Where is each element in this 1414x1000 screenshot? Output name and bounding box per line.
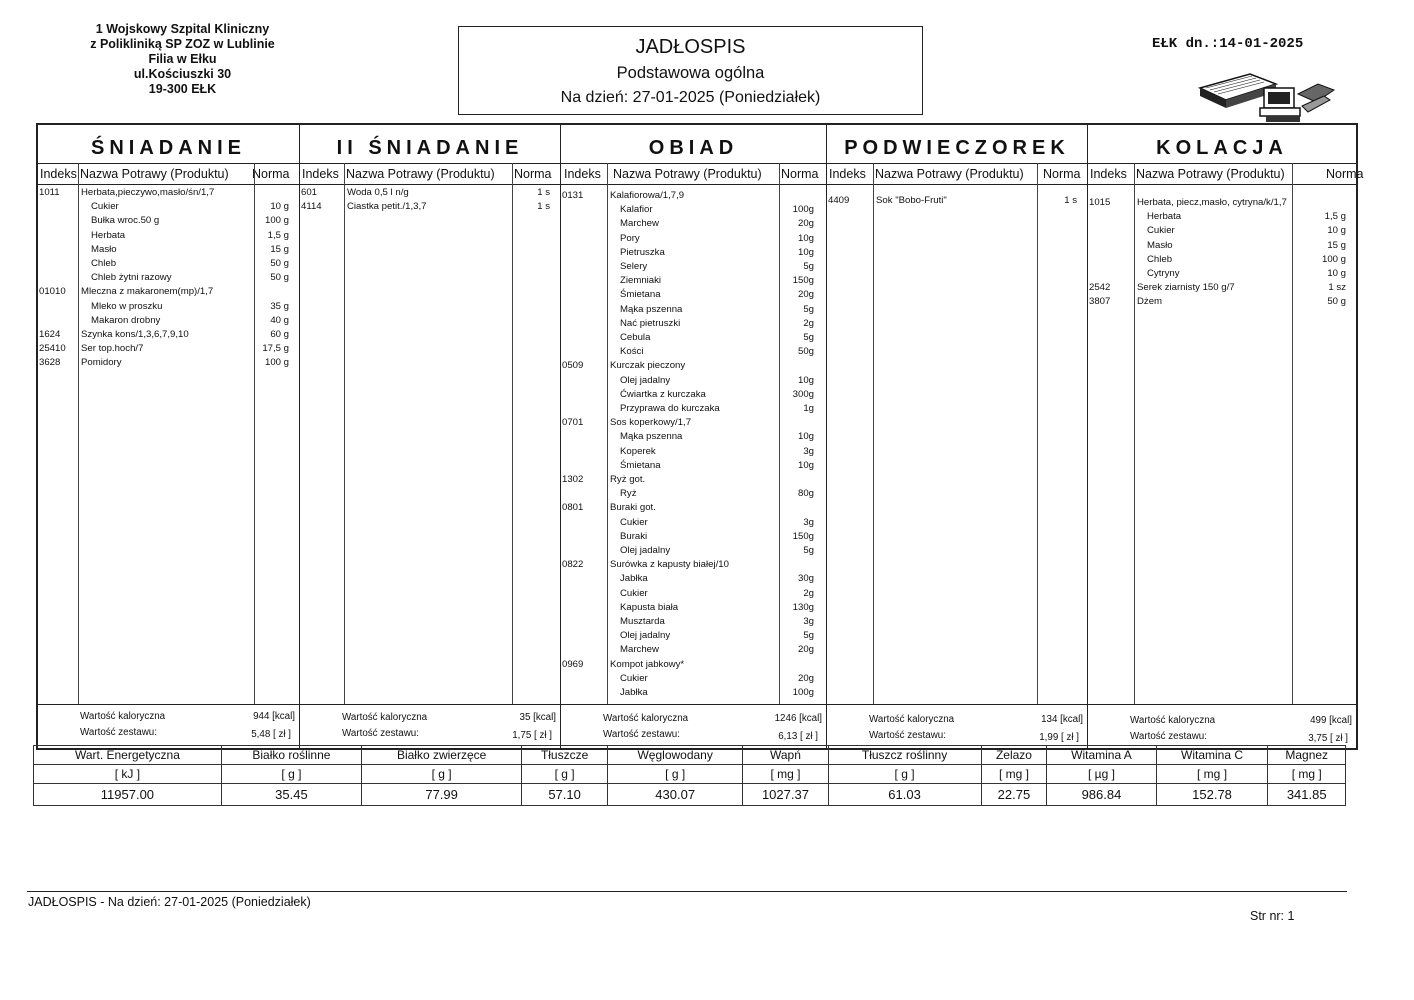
item-name: Pory	[620, 232, 640, 244]
nutrition-value-cell: 77.99	[362, 784, 522, 806]
item-norm: 5g	[803, 545, 814, 556]
ingredient-row	[1088, 268, 1356, 282]
ingredient-row	[561, 275, 826, 289]
dish-row	[38, 286, 299, 300]
item-name: Cukier	[620, 587, 648, 599]
item-norm: 1,5 g	[267, 229, 289, 241]
cost-label: Wartość zestawu:	[603, 729, 680, 740]
page-number: Str nr: 1	[1250, 909, 1295, 923]
item-name: Buraki	[620, 530, 648, 542]
item-norm: 10g	[797, 459, 814, 471]
calorie-value: 134 [kcal]	[1041, 714, 1083, 725]
item-index: 0822	[562, 559, 584, 571]
item-norm: 100g	[792, 204, 814, 216]
cost-label: Wartość zestawu:	[1130, 731, 1207, 742]
nutrition-name-cell: Witamina C	[1156, 746, 1268, 765]
item-norm: 20g	[797, 289, 814, 301]
item-name: Ryż got.	[610, 474, 646, 485]
item-name: Kompot jabkowy*	[610, 658, 685, 670]
item-name: Mąka pszenna	[620, 431, 683, 443]
item-norm: 150g	[792, 530, 814, 542]
item-name: Ser top.hoch/7	[81, 343, 144, 355]
item-name: Selery	[620, 261, 648, 272]
menu-date: Na dzień: 27-01-2025 (Poniedziałek)	[560, 89, 821, 106]
ingredient-row	[561, 545, 826, 559]
calorie-label: Wartość kaloryczna	[603, 713, 689, 724]
item-norm: 5g	[803, 261, 814, 272]
meal-column	[38, 125, 300, 748]
cost-value: 3,75 [ zł ]	[1308, 733, 1348, 744]
nutrition-value-cell: 430.07	[607, 784, 742, 806]
column-headers	[561, 163, 826, 185]
item-name: Woda 0,5 l n/g	[347, 187, 409, 198]
item-norm: 50 g	[270, 272, 289, 284]
item-norm: 100 g	[264, 357, 289, 369]
meal-column	[827, 125, 1088, 748]
item-norm: 10 g	[270, 201, 289, 213]
nutrition-name-cell: Wapń	[743, 746, 828, 765]
item-index: 3807	[1089, 296, 1111, 308]
header-name: Nazwa Potrawy (Produktu)	[80, 167, 229, 181]
item-name: Koperek	[620, 445, 656, 457]
item-norm: 20g	[797, 644, 814, 656]
dish-row	[561, 474, 826, 488]
item-norm: 40 g	[270, 314, 289, 326]
nutrition-value-cell: 61.03	[828, 784, 981, 806]
column-divider	[512, 163, 513, 704]
dish-row	[38, 343, 299, 357]
hospital-line: ul.Kościuszki 30	[133, 67, 232, 81]
item-norm: 60 g	[270, 329, 289, 340]
item-norm: 1 s	[537, 187, 550, 198]
calorie-value: 499 [kcal]	[1310, 715, 1352, 726]
nutrition-unit-cell: [ mg ]	[743, 765, 828, 784]
item-name: Cukier	[1147, 225, 1175, 237]
ingredient-row	[561, 630, 826, 644]
ingredient-row	[561, 332, 826, 346]
calorie-value: 35 [kcal]	[519, 712, 556, 723]
header-index: Indeks	[1090, 167, 1127, 181]
nutrition-unit-cell: [ g ]	[362, 765, 522, 784]
hospital-line: 19-300 EŁK	[148, 82, 217, 96]
item-norm: 1 s	[1064, 195, 1077, 206]
item-name: Olej jadalny	[620, 374, 671, 386]
dish-row	[561, 417, 826, 431]
item-name: Kurczak pieczony	[610, 360, 686, 372]
item-norm: 100 g	[1321, 253, 1346, 265]
item-name: Kości	[620, 346, 644, 358]
footer-title: JADŁOSPIS - Na dzień: 27-01-2025 (Poniedziałek)	[28, 895, 311, 909]
item-name: Śmietana	[620, 289, 661, 301]
calorie-value: 1246 [kcal]	[774, 713, 822, 724]
item-name: Herbata,pieczywo,masło/śn/1,7	[81, 187, 215, 198]
cost-label: Wartość zestawu:	[342, 728, 419, 739]
nutrition-name-cell: Żelazo	[981, 746, 1047, 765]
header-norm: Norma	[781, 167, 819, 181]
nutrition-table	[33, 745, 1346, 806]
dish-row	[561, 190, 826, 204]
calorie-label: Wartość kaloryczna	[1130, 715, 1216, 726]
footer-divider	[27, 891, 1347, 892]
ingredient-row	[561, 233, 826, 247]
hospital-address	[60, 22, 305, 97]
ingredient-row	[561, 644, 826, 658]
nutrition-name-cell: Magnez	[1268, 746, 1346, 765]
header-name: Nazwa Potrawy (Produktu)	[875, 167, 1024, 181]
item-index: 1624	[39, 329, 61, 340]
nutrition-name-cell: Tłuszcze	[522, 746, 608, 765]
cost-value: 1,75 [ zł ]	[512, 730, 552, 741]
item-norm: 15 g	[1327, 239, 1346, 251]
item-norm: 1,5 g	[1324, 211, 1346, 223]
nutrition-unit-cell: [ kJ ]	[34, 765, 222, 784]
meal-summary	[38, 704, 299, 748]
item-name: Herbata	[91, 229, 126, 241]
item-index: 0969	[562, 658, 584, 670]
calorie-value: 944 [kcal]	[253, 711, 295, 722]
ingredient-row	[38, 230, 299, 244]
item-norm: 10g	[797, 431, 814, 443]
ingredient-row	[1088, 254, 1356, 268]
ingredient-row	[561, 573, 826, 587]
hospital-line: 1 Wojskowy Szpital Kliniczny	[95, 22, 270, 36]
meal-summary	[1088, 704, 1356, 748]
item-norm: 300g	[792, 388, 814, 400]
nutrition-names-row	[34, 746, 1346, 765]
title-box	[458, 26, 923, 115]
item-name: Chleb	[1147, 253, 1173, 265]
nutrition-name-cell: Wart. Energetyczna	[34, 746, 222, 765]
ingredient-row	[561, 375, 826, 389]
ingredient-row	[561, 616, 826, 630]
item-norm: 3g	[803, 445, 814, 457]
header-norm: Norma	[1326, 167, 1364, 181]
header-name: Nazwa Potrawy (Produktu)	[1136, 167, 1285, 181]
item-index: 0131	[562, 190, 584, 201]
item-norm: 10g	[797, 246, 814, 258]
item-name: Ciastka petit./1,3,7	[347, 201, 427, 213]
hospital-line: z Polikliniką SP ZOZ w Lublinie	[90, 37, 275, 51]
item-index: 0701	[562, 417, 584, 429]
meal-column	[1088, 125, 1364, 748]
item-norm: 3g	[803, 516, 814, 528]
ingredient-row	[561, 318, 826, 332]
item-index: 01010	[39, 286, 66, 298]
item-norm: 1g	[803, 403, 814, 414]
item-name: Ćwiartka z kurczaka	[620, 388, 706, 400]
diet-name: Podstawowa ogólna	[616, 64, 765, 82]
item-norm: 1 sz	[1328, 282, 1346, 294]
ingredient-row	[561, 673, 826, 687]
item-name: Cukier	[91, 201, 119, 213]
meal-summary	[561, 704, 826, 748]
item-norm: 35 g	[270, 300, 289, 312]
meal-title: OBIAD	[648, 137, 739, 159]
item-norm: 20g	[797, 672, 814, 684]
dish-row	[561, 502, 826, 516]
item-name: Kalafiorowa/1,7,9	[610, 190, 685, 201]
item-norm: 80g	[797, 488, 814, 500]
item-name: Masło	[91, 243, 117, 255]
ingredient-row	[561, 261, 826, 275]
item-name: Masło	[1147, 239, 1173, 251]
item-norm: 2g	[803, 317, 814, 329]
item-name: Sok "Bobo-Fruti"	[876, 195, 947, 206]
nutrition-unit-cell: [ mg ]	[1156, 765, 1268, 784]
item-norm: 10 g	[1327, 225, 1346, 237]
header-name: Nazwa Potrawy (Produktu)	[613, 167, 762, 181]
item-name: Ryż	[620, 488, 637, 500]
nutrition-name-cell: Tłuszcz roślinny	[828, 746, 981, 765]
item-norm: 30g	[797, 573, 814, 585]
ingredient-row	[561, 460, 826, 474]
item-name: Dżem	[1137, 296, 1163, 308]
nutrition-unit-cell: [ mg ]	[1268, 765, 1346, 784]
item-name: Mleko w proszku	[91, 300, 163, 312]
calorie-label: Wartość kaloryczna	[342, 712, 428, 723]
ingredient-row	[561, 389, 826, 403]
dish-row	[38, 329, 299, 343]
item-norm: 100 g	[264, 215, 289, 227]
dish-row	[561, 360, 826, 374]
dish-row	[1088, 197, 1356, 211]
item-name: Herbata	[1147, 211, 1182, 223]
nutrition-unit-cell: [ g ]	[607, 765, 742, 784]
item-index: 1015	[1089, 197, 1111, 208]
ingredient-row	[38, 315, 299, 329]
item-name: Marchew	[620, 644, 659, 656]
nutrition-value-cell: 341.85	[1268, 784, 1346, 806]
item-norm: 50g	[797, 346, 814, 358]
item-index: 4114	[301, 201, 322, 213]
ingredient-row	[38, 301, 299, 315]
nutrition-unit-cell: [ µg ]	[1047, 765, 1156, 784]
ingredient-row	[561, 218, 826, 232]
nutrition-value-cell: 1027.37	[743, 784, 828, 806]
ingredient-row	[561, 531, 826, 545]
item-name: Pomidory	[81, 357, 122, 369]
item-norm: 100g	[792, 687, 814, 698]
document-title: JADŁOSPIS	[635, 36, 746, 58]
item-index: 4409	[828, 195, 850, 206]
dish-row	[1088, 296, 1356, 310]
item-norm: 2g	[803, 587, 814, 599]
nutrition-value-cell: 35.45	[221, 784, 361, 806]
dish-row	[827, 195, 1087, 209]
item-norm: 150g	[792, 275, 814, 287]
calorie-label: Wartość kaloryczna	[80, 711, 166, 722]
ingredient-row	[561, 488, 826, 502]
item-norm: 130g	[792, 601, 814, 613]
item-name: Szynka kons/1,3,6,7,9,10	[81, 329, 189, 340]
meal-summary	[300, 704, 560, 748]
cost-label: Wartość zestawu:	[869, 730, 946, 741]
print-date: EŁK dn.:14-01-2025	[1152, 36, 1304, 52]
item-norm: 1 s	[537, 201, 550, 213]
nutrition-value-cell: 986.84	[1047, 784, 1156, 806]
nutrition-unit-cell: [ g ]	[828, 765, 981, 784]
item-index: 0509	[562, 360, 584, 372]
item-name: Przyprawa do kurczaka	[620, 403, 720, 414]
item-name: Cebula	[620, 332, 651, 343]
nutrition-value-cell: 57.10	[522, 784, 608, 806]
item-norm: 17,5 g	[262, 343, 289, 355]
item-index: 0801	[562, 502, 584, 514]
nutrition-unit-cell: [ g ]	[221, 765, 361, 784]
header-index: Indeks	[829, 167, 866, 181]
dish-row	[38, 187, 299, 201]
item-name: Jabłka	[620, 687, 648, 698]
item-name: Bułka wroc.50 g	[91, 215, 160, 227]
header-index: Indeks	[564, 167, 601, 181]
nutrition-unit-cell: [ g ]	[522, 765, 608, 784]
item-name: Mąka pszenna	[620, 303, 683, 315]
column-divider	[873, 163, 874, 704]
item-name: Surówka z kapusty białej/10	[610, 559, 729, 571]
nutrition-value-cell: 11957.00	[34, 784, 222, 806]
meal-title: KOLACJA	[1156, 137, 1288, 159]
ingredient-row	[561, 602, 826, 616]
nutrition-units-row	[34, 765, 1346, 784]
dish-row	[38, 357, 299, 371]
column-divider	[1037, 163, 1038, 704]
ingredient-row	[561, 204, 826, 218]
header-norm: Norma	[252, 167, 290, 181]
item-norm: 15 g	[270, 243, 289, 255]
ingredient-row	[561, 588, 826, 602]
meal-title: ŚNIADANIE	[90, 137, 246, 159]
column-divider	[344, 163, 345, 704]
header-index: Indeks	[302, 167, 339, 181]
cost-value: 1,99 [ zł ]	[1039, 732, 1079, 743]
nutrition-name-cell: Białko roślinne	[221, 746, 361, 765]
item-norm: 10g	[797, 374, 814, 386]
nutrition-value-cell: 22.75	[981, 784, 1047, 806]
nutrition-name-cell: Witamina A	[1047, 746, 1156, 765]
ingredient-row	[561, 446, 826, 460]
column-headers	[827, 163, 1087, 185]
calorie-label: Wartość kaloryczna	[869, 714, 955, 725]
ingredient-row	[561, 304, 826, 318]
ingredient-row	[561, 289, 826, 303]
nutrition-name-cell: Białko zwierzęce	[362, 746, 522, 765]
item-name: Chleb żytni razowy	[91, 272, 172, 284]
item-name: Musztarda	[620, 616, 665, 627]
meal-title: II ŚNIADANIE	[336, 137, 524, 159]
ingredient-row	[1088, 211, 1356, 225]
ingredient-row	[1088, 240, 1356, 254]
item-index: 1011	[39, 187, 60, 198]
meal-column	[300, 125, 561, 748]
ingredient-row	[38, 244, 299, 258]
ingredient-row	[38, 215, 299, 229]
item-name: Kapusta biała	[620, 601, 679, 613]
item-index: 601	[301, 187, 318, 198]
header-index: Indeks	[40, 167, 77, 181]
item-norm: 5g	[803, 630, 814, 642]
item-name: Chleb	[91, 258, 117, 269]
item-name: Mleczna z makaronem(mp)/1,7	[81, 286, 214, 298]
item-norm: 5g	[803, 303, 814, 315]
item-norm: 50 g	[1327, 296, 1346, 308]
ingredient-row	[38, 258, 299, 272]
item-index: 1302	[562, 474, 584, 485]
computer-logo-icon	[1198, 66, 1338, 126]
item-norm: 50 g	[270, 258, 289, 269]
dish-row	[300, 201, 560, 215]
cost-label: Wartość zestawu:	[80, 727, 157, 738]
dish-row	[1088, 282, 1356, 296]
nutrition-values-row	[34, 784, 1346, 806]
item-name: Herbata, piecz,masło, cytryna/k/1,7	[1137, 197, 1287, 208]
item-name: Nać pietruszki	[620, 317, 681, 329]
meal-summary	[827, 704, 1087, 748]
item-name: Śmietana	[620, 459, 661, 471]
item-name: Makaron drobny	[91, 314, 161, 326]
ingredient-row	[38, 272, 299, 286]
item-norm: 3g	[803, 616, 814, 627]
ingredient-row	[561, 517, 826, 531]
ingredient-row	[561, 403, 826, 417]
ingredient-row	[561, 247, 826, 261]
cost-value: 6,13 [ zł ]	[778, 731, 818, 742]
nutrition-value-cell: 152.78	[1156, 784, 1268, 806]
ingredient-row	[561, 431, 826, 445]
nutrition-unit-cell: [ mg ]	[981, 765, 1047, 784]
item-name: Pietruszka	[620, 246, 665, 258]
column-headers	[300, 163, 560, 185]
column-headers	[1088, 163, 1364, 185]
item-norm: 10g	[797, 232, 814, 244]
header-norm: Norma	[1043, 167, 1081, 181]
ingredient-row	[561, 346, 826, 360]
menu-grid	[36, 123, 1364, 750]
ingredient-row	[38, 201, 299, 215]
nutrition-name-cell: Węglowodany	[607, 746, 742, 765]
ingredient-row	[561, 687, 826, 701]
meal-title: PODWIECZOREK	[844, 137, 1070, 159]
item-index: 3628	[39, 357, 61, 369]
item-index: 2542	[1089, 282, 1111, 294]
item-name: Olej jadalny	[620, 545, 671, 556]
cost-value: 5,48 [ zł ]	[251, 729, 291, 740]
ingredient-row	[1088, 225, 1356, 239]
item-name: Kalafior	[620, 204, 653, 216]
item-name: Cytryny	[1147, 268, 1180, 279]
dish-row	[300, 187, 560, 201]
item-name: Marchew	[620, 218, 659, 230]
item-name: Cukier	[620, 672, 648, 684]
item-name: Olej jadalny	[620, 630, 671, 642]
header-name: Nazwa Potrawy (Produktu)	[346, 167, 495, 181]
item-name: Serek ziarnisty 150 g/7	[1137, 282, 1235, 294]
item-name: Sos koperkowy/1,7	[610, 417, 692, 429]
item-name: Jabłka	[620, 573, 648, 585]
meal-column	[561, 125, 827, 748]
header-norm: Norma	[514, 167, 552, 181]
item-norm: 20g	[797, 218, 814, 230]
dish-row	[561, 659, 826, 673]
item-norm: 10 g	[1327, 268, 1346, 279]
item-name: Cukier	[620, 516, 648, 528]
item-name: Ziemniaki	[620, 275, 662, 287]
item-name: Buraki got.	[610, 502, 656, 514]
item-index: 25410	[39, 343, 66, 355]
item-norm: 5g	[803, 332, 814, 343]
hospital-line: Filia w Ełku	[148, 52, 217, 66]
dish-row	[561, 559, 826, 573]
